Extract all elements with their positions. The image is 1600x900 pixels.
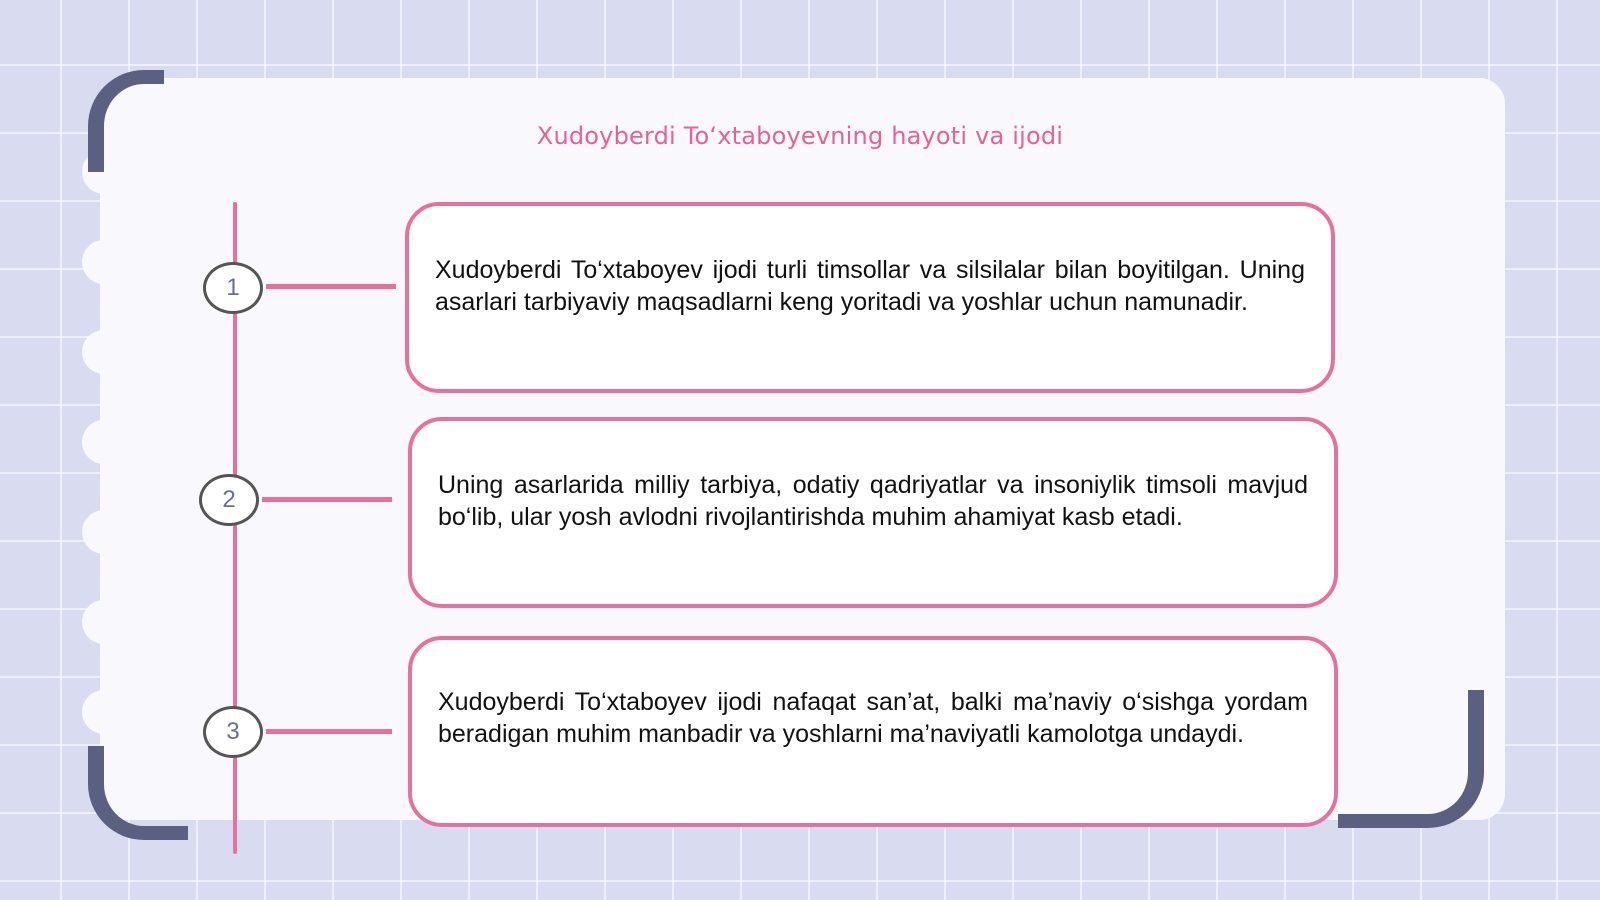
timeline-card-2 [408,417,1338,608]
timeline-connector-1 [266,284,396,289]
timeline-number: 3 [226,718,240,745]
slide-title: Xudoyberdi Toʻxtaboyevning hayoti va ijodi [536,122,1064,150]
timeline-card-3 [408,636,1338,827]
timeline-marker-1 [203,262,263,314]
corner-bracket-bottom-left [88,746,188,840]
timeline-marker-3 [203,706,263,758]
timeline-card-text: Xudoyberdi To‘xtaboyev ijodi nafaqat san’at, balki ma’naviy o‘sishga yordam beradigan muhim manbadir va yoshlarni ma’naviyatli kamolotga undaydi. [438,688,1308,748]
paper-scallop [82,420,126,464]
paper-scallop [82,240,126,284]
paper-scallop [82,690,126,734]
paper-scallop [82,600,126,644]
paper-scallop [82,510,126,554]
timeline-number: 1 [226,274,240,301]
timeline-card-text: Uning asarlarida milliy tarbiya, odatiy qadriyatlar va insoniylik timsoli mavjud bo‘lib, ular yosh avlodni rivojlantirishda muhim ahamiyat kasb etadi. [438,471,1308,531]
timeline-marker-2 [199,474,259,526]
timeline-connector-3 [266,729,392,734]
paper-scallop [82,330,126,374]
timeline-card-text: Xudoyberdi To‘xtaboyev ijodi turli timsollar va silsilalar bilan boyitilgan. Uning asarlari tarbiyaviy maqsadlarni keng yoritadi va yoshlar uchun namunadir. [435,256,1305,316]
corner-bracket-top-left [88,70,164,172]
timeline-card-1 [405,202,1335,393]
timeline-number: 2 [222,486,236,513]
corner-bracket-bottom-right [1338,690,1484,828]
timeline-connector-2 [262,497,392,502]
